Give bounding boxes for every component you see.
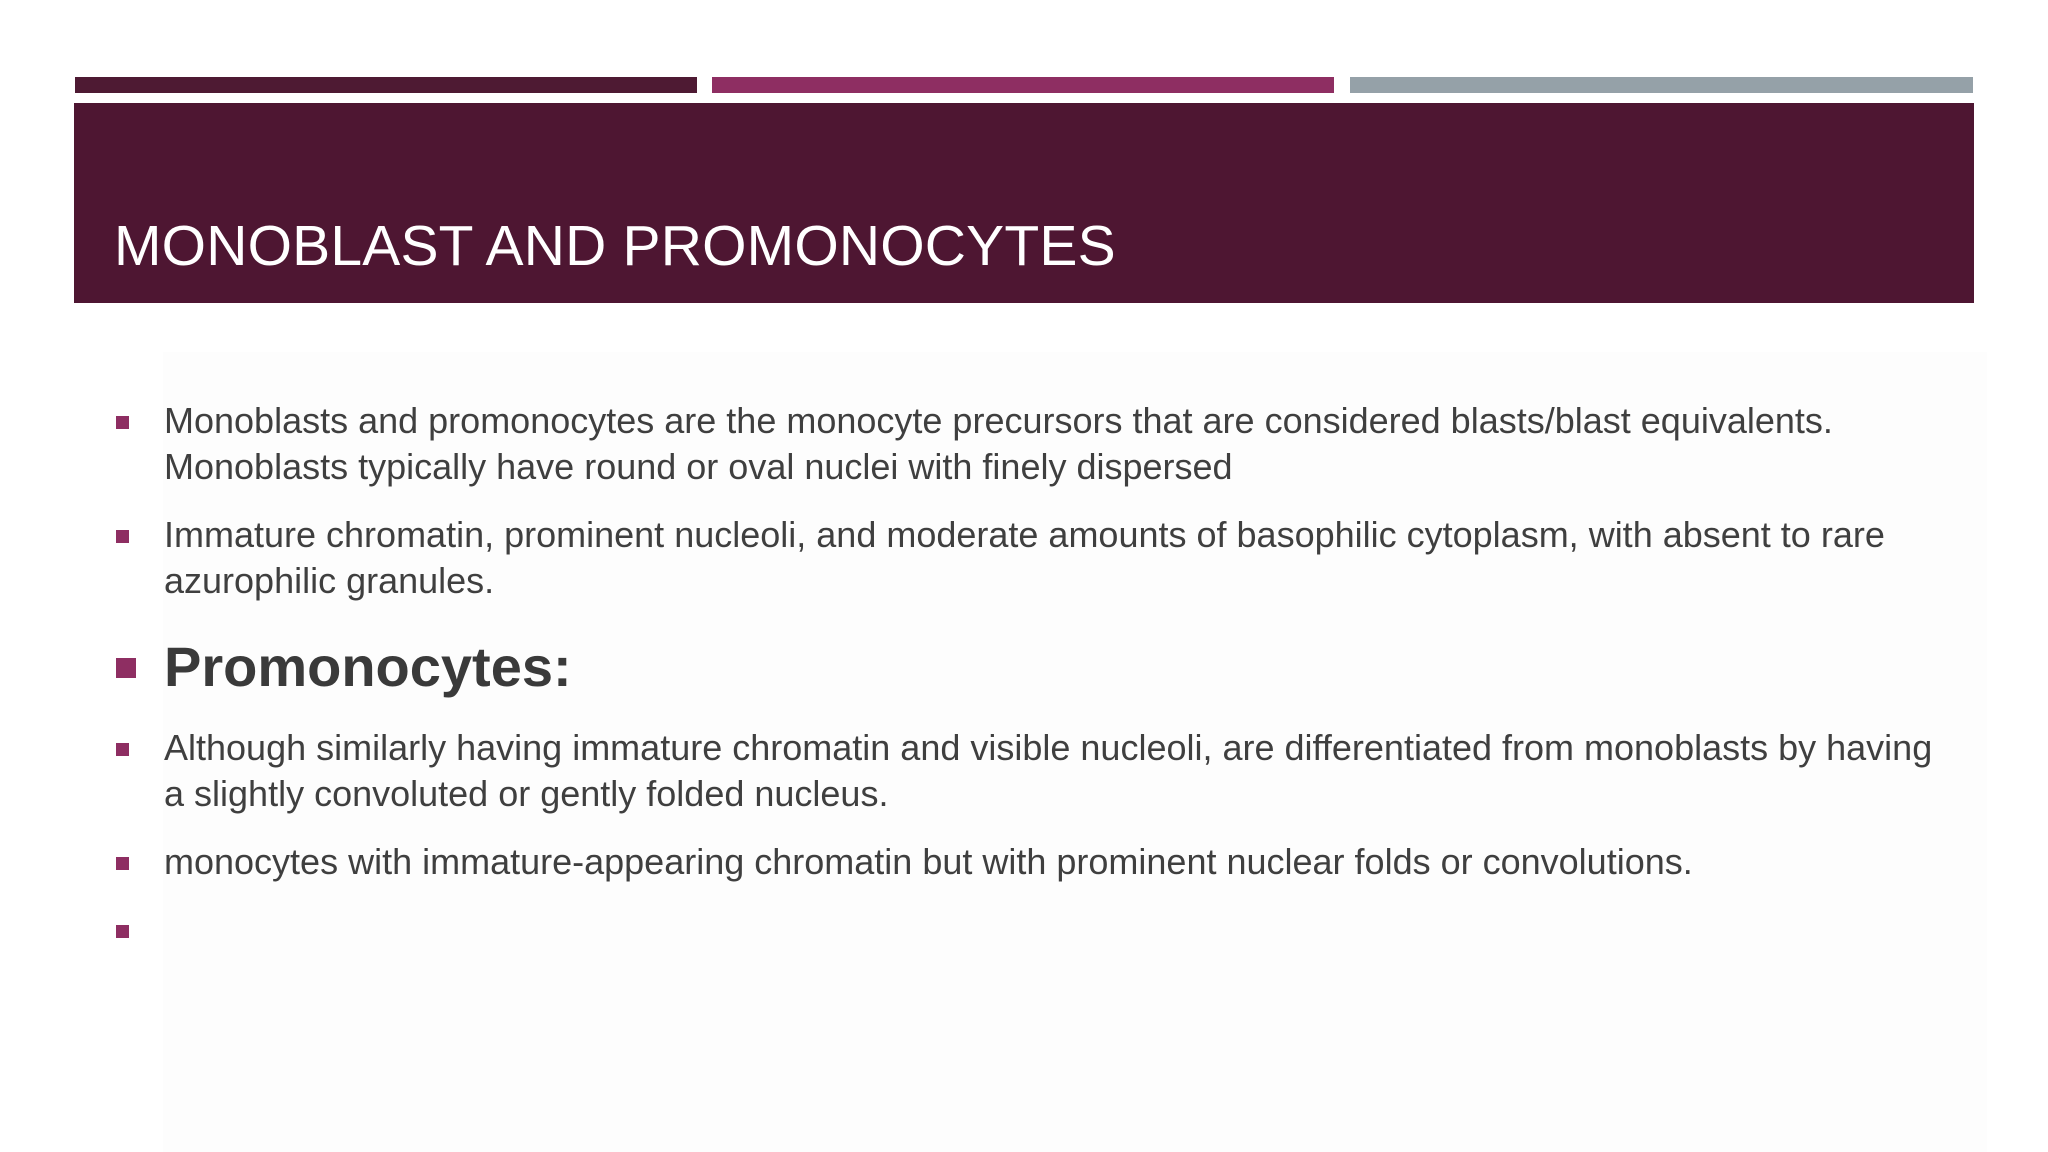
bullet-text: Although similarly having immature chromatin and visible nucleoli, are differentiated from monoblasts by having a slightly convoluted or gently folded nucleus. <box>164 727 1933 814</box>
square-bullet-icon <box>116 857 129 870</box>
slide-title: MONOBLAST AND PROMONOCYTES <box>114 214 1116 278</box>
square-bullet-icon <box>116 743 129 756</box>
square-bullet-icon <box>116 925 129 938</box>
bullet-text: Immature chromatin, prominent nucleoli, and moderate amounts of basophilic cytoplasm, with absent to rare azurophilic granules. <box>164 514 1885 601</box>
bullet-text: Monoblasts and promonocytes are the monocyte precursors that are considered blasts/blast equivalents. Monoblasts typically have round or oval nuclei with finely dispersed <box>164 400 1833 487</box>
bullet-text: monocytes with immature-appearing chromatin but with prominent nuclear folds or convolutions. <box>164 841 1693 882</box>
square-bullet-icon <box>116 530 129 543</box>
square-bullet-icon <box>116 658 136 678</box>
bullet-heading: Promonocytes: <box>164 635 572 698</box>
square-bullet-icon <box>116 416 129 429</box>
